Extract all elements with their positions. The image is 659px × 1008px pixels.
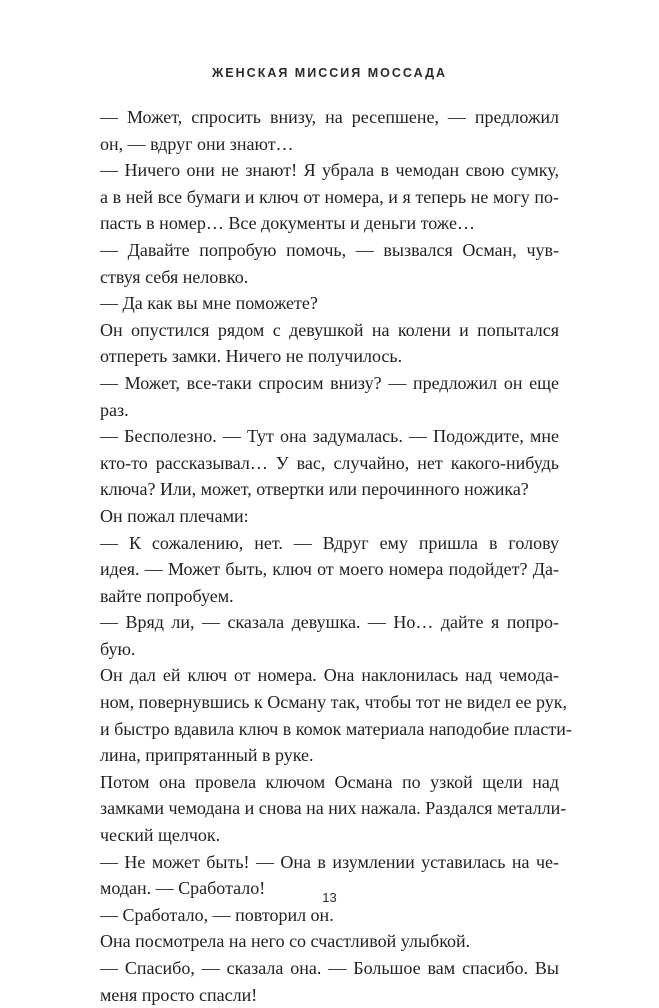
text-line: Потом она провела ключом Османа по узкой щели над	[100, 771, 559, 792]
text-line: Он дал ей ключ от номера. Она наклонилась над чемода-	[100, 665, 559, 686]
text-line: — Может, спросить внизу, на ресепшене, — предложил	[100, 107, 559, 127]
text-line: — Бесполезно. — Тут она задумалась. — Подождите, мне	[100, 426, 559, 447]
text-line: — Ничего они не знают! Я убрала в чемодан свою сумку,	[100, 160, 559, 181]
page-number: 13	[322, 890, 337, 905]
text-line: он, — вдруг они знают…	[100, 133, 294, 154]
text-line: кто-то рассказывал… У вас, случайно, нет какого-нибудь	[100, 452, 559, 473]
text-line: ном, повернувшись к Осману так, чтобы тот не видел ее рук,	[100, 692, 568, 713]
text-line: — Сработало, — повторил он.	[100, 904, 334, 925]
text-line: — Да как вы мне поможете?	[100, 293, 318, 314]
text-line: идея. — Может быть, ключ от моего номера подойдет? Да-	[100, 559, 559, 580]
text-line: лина, припрятанный в руке.	[100, 745, 314, 766]
text-line: — Давайте попробую помочь, — вызвался Осман, чув-	[100, 239, 559, 260]
text-line: меня просто спасли!	[100, 984, 258, 1005]
text-line: Он опустился рядом с девушкой на колени и попытался	[100, 319, 559, 340]
text-line: и быстро вдавила ключ в комок материала наподобие пласти-	[100, 718, 572, 739]
text-line: Он пожал плечами:	[100, 505, 249, 526]
text-line: — Вряд ли, — сказала девушка. — Но… дайте я попро-	[100, 612, 559, 633]
text-line: а в ней все бумаги и ключ от номера, и я теперь не могу по-	[100, 186, 559, 207]
text-line: замками чемодана и снова на них нажала. Раздался металли-	[100, 798, 567, 819]
text-line: — Спасибо, — сказала она. — Большое вам спасибо. Вы	[100, 958, 559, 978]
text-line: пасть в номер… Все документы и деньги тоже…	[100, 213, 475, 234]
text-line: ключа? Или, может, отвертки или перочинного ножика?	[100, 479, 529, 500]
text-line: — Не может быть! — Она в изумлении уставилась на че-	[100, 851, 559, 872]
text-line: вайте попробуем.	[100, 585, 234, 606]
text-line: модан. — Сработало!	[100, 878, 266, 899]
text-line: раз.	[100, 399, 129, 420]
text-line: ствуя себя неловко.	[100, 266, 249, 287]
body-text	[100, 104, 572, 1008]
text-line: ческий щелчок.	[100, 825, 221, 846]
text-line: бую.	[100, 638, 136, 659]
text-line: отпереть замки. Ничего не получилось.	[100, 346, 403, 367]
text-line: — К сожалению, нет. — Вдруг ему пришла в голову	[100, 532, 559, 553]
text-line: Она посмотрела на него со счастливой улыбкой.	[100, 931, 471, 952]
text-line: — Может, все-таки спросим внизу? — предложил он еще	[100, 372, 559, 393]
running-head: ЖЕНСКАЯ МИССИЯ МОССАДА	[212, 66, 447, 80]
